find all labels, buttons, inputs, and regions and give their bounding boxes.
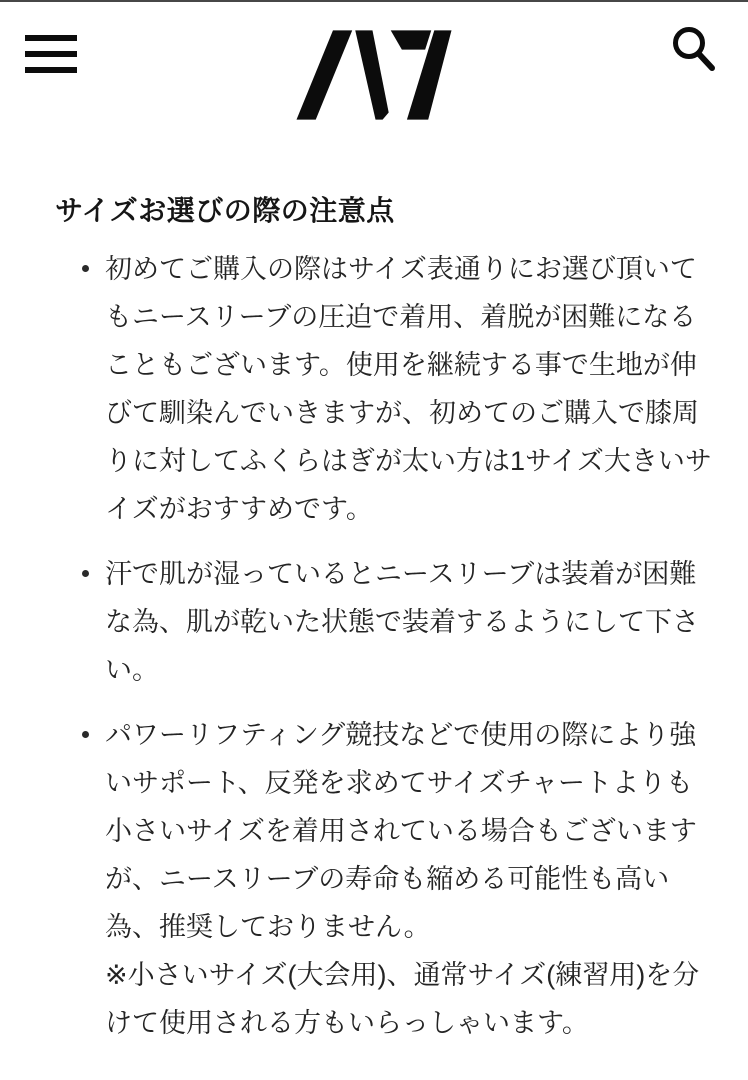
sizing-notes-list xyxy=(55,245,712,1047)
note-text-line: 為、推奨しておりません。 xyxy=(105,912,431,942)
hamburger-icon xyxy=(25,35,77,41)
a7-logo-icon xyxy=(297,30,452,120)
bullet-dot-icon xyxy=(82,570,89,577)
note-text-line: いサポート、反発を求めてサイズチャートよりも xyxy=(105,768,694,798)
bullet-dot-icon xyxy=(82,265,89,272)
list-item xyxy=(55,550,703,694)
note-text-line: りに対してふくらはぎが太い方は1サイズ大きいサ xyxy=(105,446,712,476)
note-text-line: もニースリーブの圧迫で着用、着脱が困難になる xyxy=(105,302,697,332)
list-item xyxy=(55,245,712,533)
note-text-line: ※小さいサイズ(大会用)、通常サイズ(練習用)を分 xyxy=(105,960,700,990)
bullet-dot-icon xyxy=(82,731,89,738)
note-text-line: 汗で肌が湿っているとニースリーブは装着が困難 xyxy=(105,559,697,589)
note-text-line: パワーリフティング競技などで使用の際により強 xyxy=(105,720,697,750)
search-icon xyxy=(668,22,720,74)
site-header xyxy=(0,2,748,152)
note-text-line: 小さいサイズを着用されている場合もございます xyxy=(105,816,697,846)
note-text-line: が、ニースリーブの寿命も縮める可能性も高い xyxy=(105,864,670,894)
note-text-line: こともございます。使用を継続する事で生地が伸 xyxy=(105,350,697,380)
list-item xyxy=(55,711,703,1047)
main-content xyxy=(0,194,748,1047)
note-text-line: 初めてご購入の際はサイズ表通りにお選び頂いて xyxy=(105,254,697,284)
a7-logo[interactable] xyxy=(297,30,452,120)
page-title: サイズお選びの際の注意点 xyxy=(55,195,395,226)
note-text-line: びて馴染んでいきますが、初めてのご購入で膝周 xyxy=(105,398,699,428)
hamburger-menu-button[interactable] xyxy=(25,35,77,73)
note-text-line: な為、肌が乾いた状態で装着するようにして下さ xyxy=(105,607,699,637)
note-text-line: い。 xyxy=(105,655,159,685)
note-text-line: イズがおすすめです。 xyxy=(105,494,373,524)
search-button[interactable] xyxy=(668,22,720,74)
note-text-line: けて使用される方もいらっしゃいます。 xyxy=(105,1008,589,1038)
